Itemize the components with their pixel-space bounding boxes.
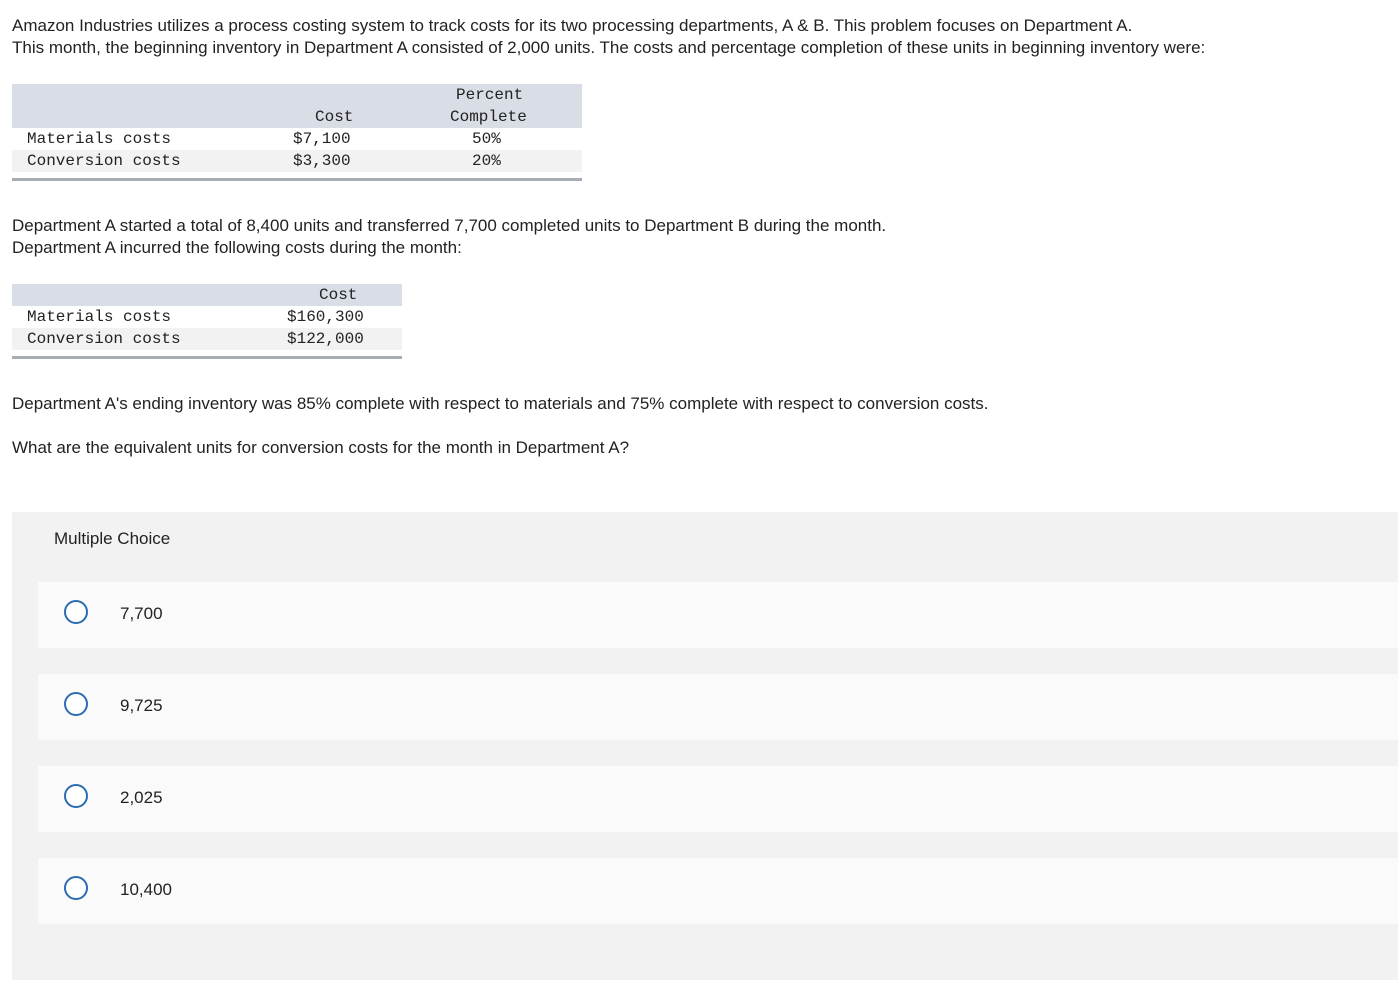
intro-line-2: This month, the beginning inventory in Department A consisted of 2,000 units. The costs and percentage completion of these units in beginning inventory were:: [12, 38, 1206, 57]
middle-line-1: Department A started a total of 8,400 units and transferred 7,700 completed units to Department B during the month.: [12, 216, 887, 235]
middle-line-2: Department A incurred the following costs during the month:: [12, 238, 462, 257]
choice-option-2[interactable]: [38, 674, 1398, 740]
table-header: [12, 284, 402, 306]
radio-button-icon[interactable]: [64, 692, 88, 716]
row-cost: $160,300: [287, 308, 364, 326]
choice-label: 7,700: [120, 604, 163, 623]
table-bottom-rule: [12, 350, 402, 359]
question-text: What are the equivalent units for conversion costs for the month in Department A?: [12, 438, 630, 457]
row-label: Conversion costs: [27, 330, 181, 348]
header-complete: Complete: [450, 108, 527, 126]
row-cost: $7,100: [293, 130, 351, 148]
choice-option-1[interactable]: [38, 582, 1398, 648]
header-cost: Cost: [319, 286, 358, 304]
row-percent: 50%: [472, 130, 501, 148]
choice-label: 9,725: [120, 696, 163, 715]
radio-button-icon[interactable]: [64, 784, 88, 808]
multiple-choice-panel: [12, 512, 1398, 980]
table-header: [12, 84, 582, 128]
radio-button-icon[interactable]: [64, 876, 88, 900]
row-label: Materials costs: [27, 308, 172, 326]
choice-label: 10,400: [120, 880, 172, 899]
table-bottom-rule: [12, 172, 582, 181]
radio-button-icon[interactable]: [64, 600, 88, 624]
choice-label: 2,025: [120, 788, 163, 807]
costs-incurred-table: [12, 284, 402, 359]
header-cost: Cost: [315, 108, 354, 126]
intro-line-1: Amazon Industries utilizes a process costing system to track costs for its two processing departments, A & B. This problem focuses on Department A.: [12, 16, 1133, 35]
choice-option-4[interactable]: [38, 858, 1398, 924]
beginning-inventory-table: [12, 84, 582, 181]
table-row: [12, 306, 402, 328]
table-row: [12, 128, 582, 150]
row-cost: $122,000: [287, 330, 364, 348]
row-label: Materials costs: [27, 130, 172, 148]
table-row: [12, 150, 582, 172]
row-percent: 20%: [472, 152, 501, 170]
multiple-choice-title: Multiple Choice: [54, 529, 171, 548]
ending-inventory-text: Department A's ending inventory was 85% complete with respect to materials and 75% complete with respect to conversion costs.: [12, 394, 989, 413]
row-cost: $3,300: [293, 152, 351, 170]
table-row: [12, 328, 402, 350]
header-percent: Percent: [456, 86, 524, 104]
choice-option-3[interactable]: [38, 766, 1398, 832]
row-label: Conversion costs: [27, 152, 181, 170]
